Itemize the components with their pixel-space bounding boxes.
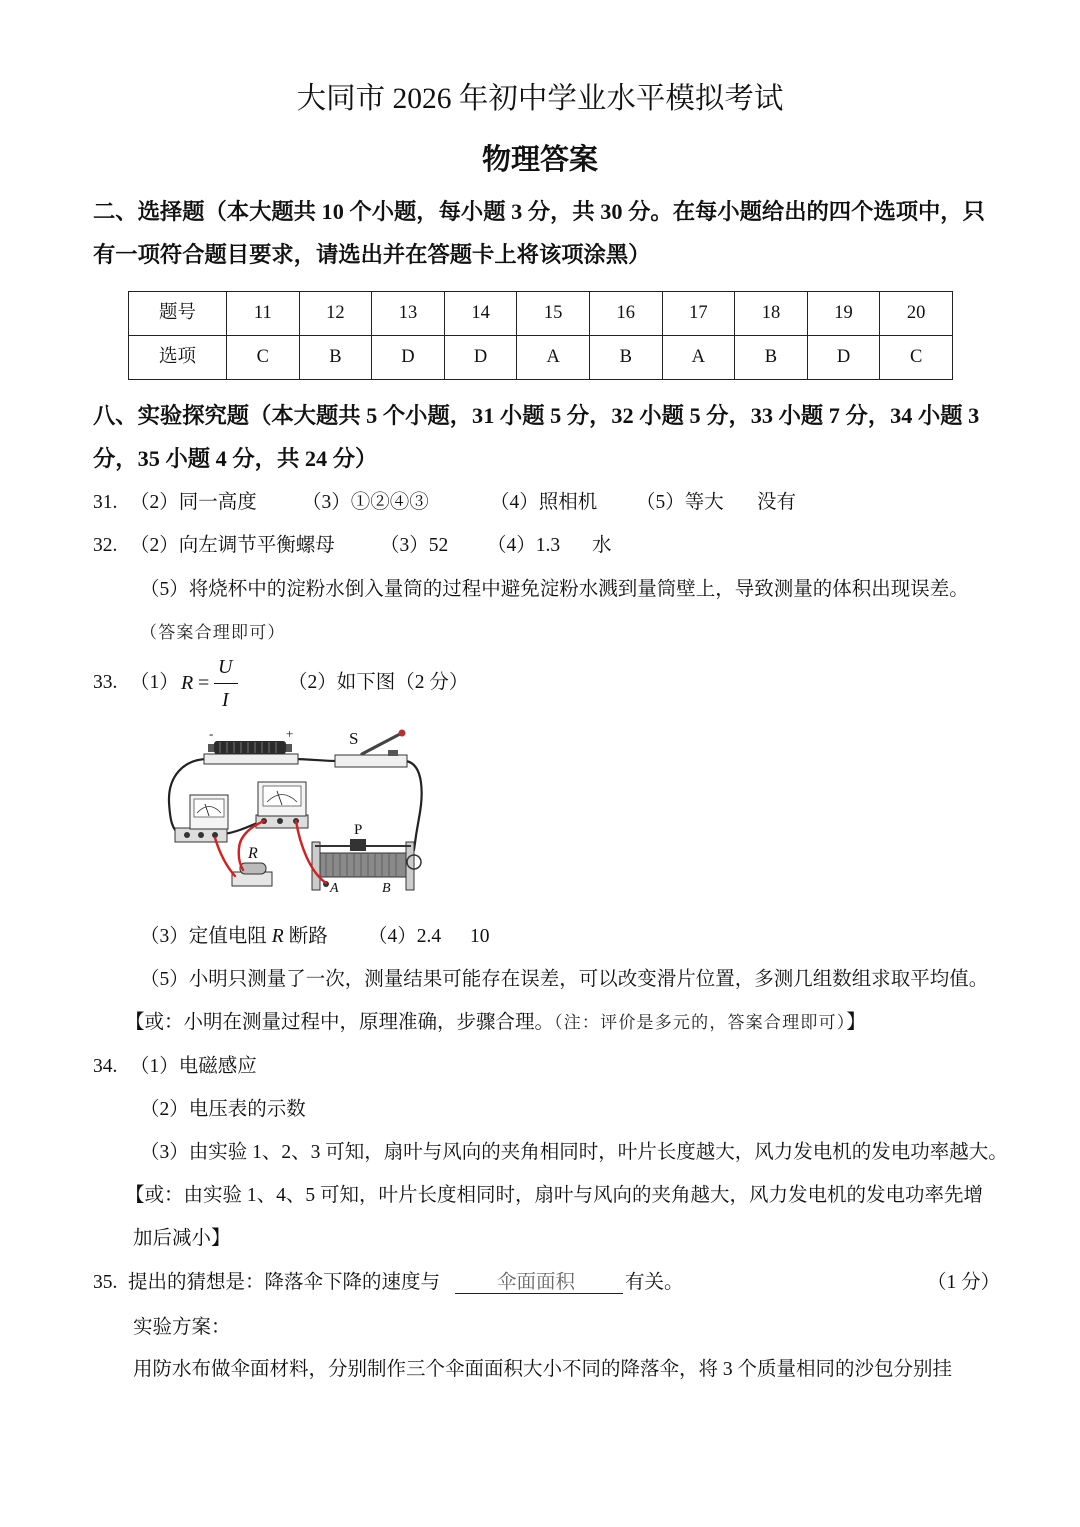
q32-part3: （3）52	[380, 535, 449, 556]
battery-base	[204, 754, 298, 764]
rheostat-left-plate	[312, 842, 320, 890]
battery-terminal-negative	[208, 744, 214, 752]
q31-part3: （3）①②④③	[302, 492, 429, 513]
table-cell-number: 11	[227, 292, 300, 336]
table-cell-answer: D	[807, 336, 880, 380]
table-cell-answer: A	[517, 336, 590, 380]
switch-knob	[399, 730, 406, 737]
wire-battery-to-switch	[292, 759, 338, 761]
q33-part2: （2）如下图（2 分）	[288, 672, 469, 693]
slider-label: P	[354, 822, 363, 838]
resistor-label: R	[248, 845, 258, 862]
table-cell-number: 19	[807, 292, 880, 336]
table-cell-number: 13	[372, 292, 445, 336]
q35-answer-blank	[455, 1272, 623, 1294]
formula-lhs: R	[181, 672, 194, 694]
terminal-b-label: B	[382, 881, 391, 896]
q33-alternative-close: 】	[846, 1012, 866, 1033]
wire-voltmeter-to-resistor	[215, 838, 235, 876]
q35-hypothesis-suffix: 有关。	[625, 1272, 684, 1293]
q31-part4: （4）照相机	[490, 492, 598, 513]
voltmeter	[175, 795, 228, 842]
voltmeter-dial	[194, 799, 224, 817]
table-cell-number: 17	[662, 292, 735, 336]
table-cell-answer: B	[589, 336, 662, 380]
circuit-diagram	[160, 720, 425, 905]
q34-part2: （2）电压表的示数	[140, 1099, 306, 1120]
table-row-answer	[129, 336, 953, 380]
q35-hypothesis-prefix: 提出的猜想是：降落伞下降的速度与	[128, 1272, 441, 1293]
q34-part1: （1）电磁感应	[130, 1056, 257, 1077]
q32-part5: （5）将烧杯中的淀粉水倒入量筒的过程中避免淀粉水溅到量筒壁上，导致测量的体积出现误差。	[140, 579, 969, 600]
ammeter-dial	[263, 786, 301, 806]
q33-alternative-text: 【或：小明在测量过程中，原理准确，步骤合理。	[125, 1012, 555, 1033]
formula-numerator: U	[218, 656, 233, 678]
document-title: 大同市 2026 年初中学业水平模拟考试	[296, 83, 784, 115]
q33-part3-suffix: 断路	[288, 926, 328, 947]
q35-number: 35.	[93, 1272, 118, 1293]
q32-part4-extra: 水	[592, 535, 612, 556]
q34-alternative-line1: 【或：由实验 1、4、5 可知，叶片长度相同时，扇叶与风向的夹角越大，风力发电机的发电功率先增	[125, 1185, 984, 1206]
formula-equals: =	[198, 672, 210, 694]
q35-hypothesis-answer: 伞面面积	[497, 1272, 576, 1293]
table-cell-answer: D	[444, 336, 517, 380]
q34-alternative-line2: 加后减小】	[133, 1228, 231, 1249]
answer-table	[128, 291, 953, 380]
voltmeter-terminal	[184, 832, 190, 838]
battery-cell	[214, 741, 286, 754]
resistor-body	[240, 863, 266, 874]
wire-switch-to-rheostat	[406, 761, 422, 850]
voltmeter-terminal	[198, 832, 204, 838]
table-cell-answer: B	[299, 336, 372, 380]
switch-base	[335, 755, 407, 767]
q35-score: （1 分）	[927, 1272, 1001, 1293]
q33-part5: （5）小明只测量了一次，测量结果可能存在误差，可以改变滑片位置，多测几组数组求取平均值。	[140, 969, 989, 990]
table-cell-number: 20	[880, 292, 953, 336]
table-cell-number: 18	[735, 292, 808, 336]
q33-part1-label: （1）	[130, 672, 179, 693]
q33-part3	[140, 927, 328, 947]
ammeter-terminal	[277, 818, 283, 824]
q34-part3: （3）由实验 1、2、3 可知，扇叶与风向的夹角相同时，叶片长度越大，风力发电机的发电功率越大。	[140, 1142, 1008, 1163]
q33-part3-variable: R	[271, 926, 284, 947]
table-row-label: 选项	[129, 336, 227, 380]
q35-plan-label: 实验方案：	[133, 1317, 231, 1338]
document-subtitle: 物理答案	[481, 144, 598, 176]
q33-number: 33.	[93, 672, 118, 693]
q33-alternative-note: （注：评价是多元的，答案合理即可）	[554, 1013, 847, 1032]
q32-part2: （2）向左调节平衡螺母	[130, 535, 335, 556]
q35-plan-text: 用防水布做伞面材料，分别制作三个伞面面积大小不同的降落伞，将 3 个质量相同的沙包分别挂	[133, 1359, 953, 1380]
table-row-question-number	[129, 292, 953, 336]
q32-note: （答案合理即可）	[140, 623, 286, 642]
section2-heading-line1: 二、选择题（本大题共 10 个小题，每小题 3 分，共 30 分。在每小题给出的四个选项中，只	[93, 199, 985, 224]
battery-positive-label: +	[286, 726, 294, 741]
table-cell-answer: B	[735, 336, 808, 380]
formula-fraction-bar	[214, 683, 238, 684]
rheostat-slider	[350, 839, 366, 851]
q33-part3-prefix: （3）定值电阻	[140, 926, 267, 947]
battery-negative-label: -	[209, 726, 214, 741]
q31-number: 31.	[93, 492, 118, 513]
q33-part4: （4）2.4	[368, 926, 442, 947]
rheostat	[312, 822, 421, 896]
q32-number: 32.	[93, 535, 118, 556]
table-cell-number: 15	[517, 292, 590, 336]
table-row-label: 题号	[129, 292, 227, 336]
q31-part2: （2）同一高度	[130, 492, 257, 513]
switch	[335, 729, 407, 767]
battery	[204, 726, 298, 764]
battery-terminal-positive	[286, 744, 292, 752]
formula-denominator: I	[222, 689, 229, 711]
rheostat-right-plate	[406, 842, 414, 890]
table-cell-number: 14	[444, 292, 517, 336]
q32-part4: （4）1.3	[487, 535, 561, 556]
section8-heading-line2: 分，35 小题 4 分，共 24 分）	[93, 446, 378, 471]
q33-part4-extra: 10	[470, 926, 490, 947]
q34-number: 34.	[93, 1056, 118, 1077]
section2-heading-line2: 有一项符合题目要求，请选出并在答题卡上将该项涂黑）	[93, 242, 651, 267]
table-cell-answer: C	[227, 336, 300, 380]
q31-part5-extra: 没有	[757, 492, 797, 513]
switch-label: S	[349, 729, 359, 748]
table-cell-number: 12	[299, 292, 372, 336]
table-cell-number: 16	[589, 292, 662, 336]
terminal-a-label: A	[330, 881, 339, 896]
table-cell-answer: C	[880, 336, 953, 380]
q31-part5: （5）等大	[636, 492, 724, 513]
section8-heading-line1: 八、实验探究题（本大题共 5 个小题，31 小题 5 分，32 小题 5 分，33 小题 7 分，34 小题 3	[93, 403, 980, 428]
q33-alternative	[125, 1013, 866, 1033]
table-cell-answer: D	[372, 336, 445, 380]
table-cell-answer: A	[662, 336, 735, 380]
switch-contact	[388, 750, 398, 756]
